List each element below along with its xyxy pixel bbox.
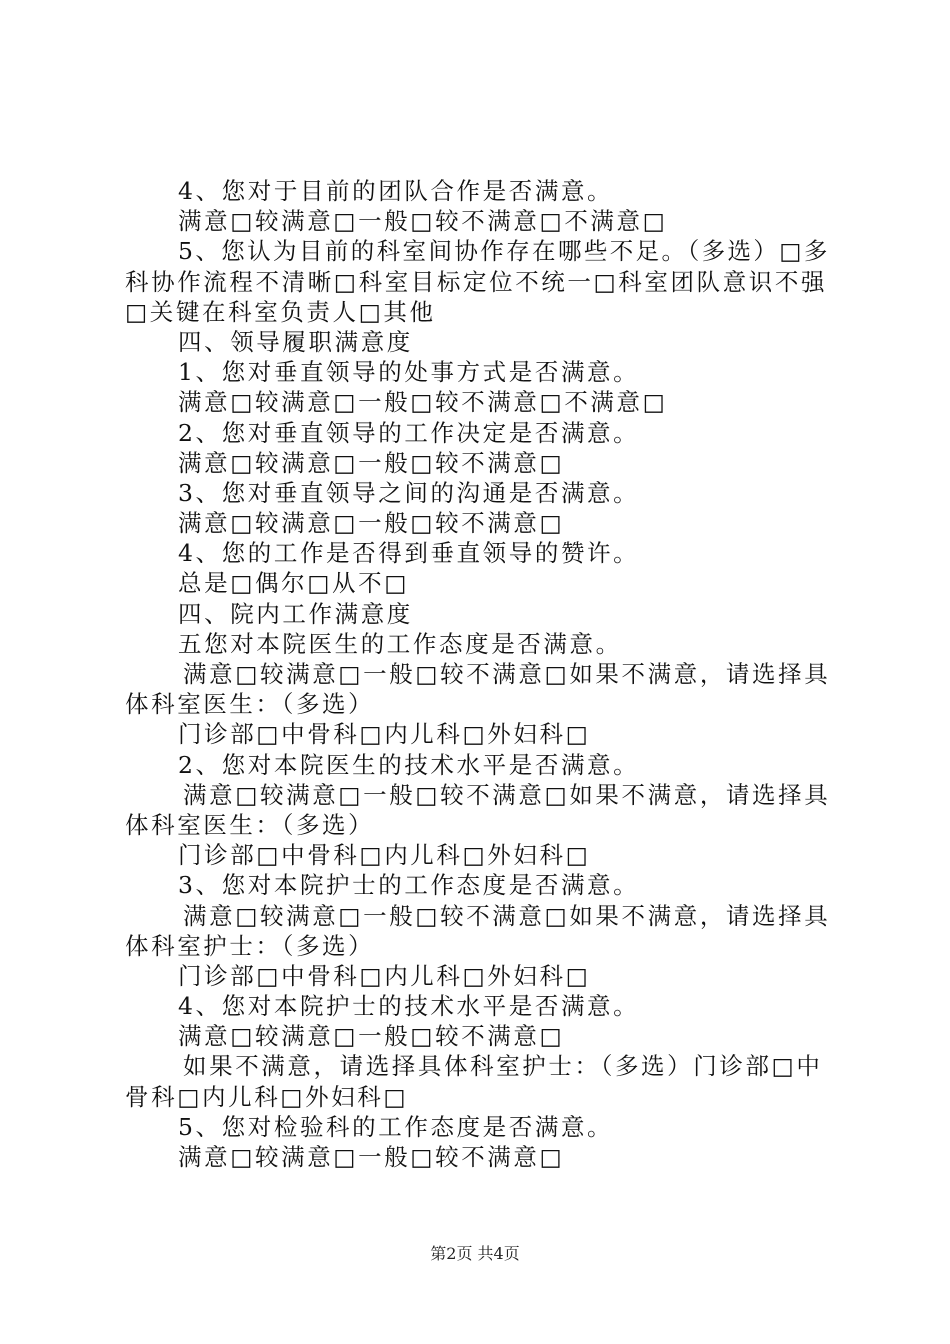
text-line: 门诊部□中骨科□内儿科□外妇科□ [178,961,591,990]
text-line: 满意□较满意□一般□较不满意□ [178,1022,565,1051]
text-line: 4、您对本院护士的技术水平是否满意。 [178,992,640,1021]
text-line: 5、您认为目前的科室间协作存在哪些不足。（多选）□多 [178,237,830,266]
text-line: 满意□较满意□一般□较不满意□如果不满意，请选择具 [183,901,831,930]
text-line: 4、您的工作是否得到垂直领导的赞许。 [178,539,640,568]
page-footer: 第2页 共4页 [430,1244,520,1263]
text-line: 3、您对本院护士的工作态度是否满意。 [178,871,640,900]
text-line: 2、您对本院医生的技术水平是否满意。 [178,750,640,779]
text-line: 五您对本院医生的工作态度是否满意。 [178,629,622,658]
text-line: 总是□偶尔□从不□ [178,569,410,598]
text-line: □关键在科室负责人□其他 [125,297,436,326]
text-line: 4、您对于目前的团队合作是否满意。 [178,177,614,205]
text-line: 如果不满意，请选择具体科室护士：（多选）门诊部□中 [183,1052,823,1081]
text-line: 满意□较满意□一般□较不满意□如果不满意，请选择具 [183,660,831,688]
text-line: 满意□较满意□一般□较不满意□ [178,509,565,538]
text-line: 门诊部□中骨科□内儿科□外妇科□ [178,720,591,749]
text-line: 满意□较满意□一般□较不满意□ [178,1143,565,1171]
text-line: 门诊部□中骨科□内儿科□外妇科□ [178,841,591,870]
text-line: 科协作流程不清晰□科室目标定位不统一□科室团队意识不强 [125,267,828,296]
text-line: 四、领导履职满意度 [178,327,413,356]
text-line: 满意□较满意□一般□较不满意□不满意□ [178,207,668,236]
text-line: 体科室医生：（多选） [125,810,375,839]
text-line: 体科室医生：（多选） [125,690,375,719]
document-body [125,176,831,1172]
text-line: 3、您对垂直领导之间的沟通是否满意。 [178,478,640,507]
text-line: 体科室护士：（多选） [125,931,375,960]
text-line: 满意□较满意□一般□较不满意□如果不满意，请选择具 [183,780,831,809]
text-line: 四、院内工作满意度 [178,599,413,628]
text-line: 骨科□内儿科□外妇科□ [125,1082,409,1111]
text-line: 2、您对垂直领导的工作决定是否满意。 [178,418,640,447]
text-line: 满意□较满意□一般□较不满意□ [178,448,565,477]
text-line: 5、您对检验科的工作态度是否满意。 [178,1112,614,1141]
text-line: 满意□较满意□一般□较不满意□不满意□ [178,388,668,417]
text-line: 1、您对垂直领导的处事方式是否满意。 [178,358,640,387]
